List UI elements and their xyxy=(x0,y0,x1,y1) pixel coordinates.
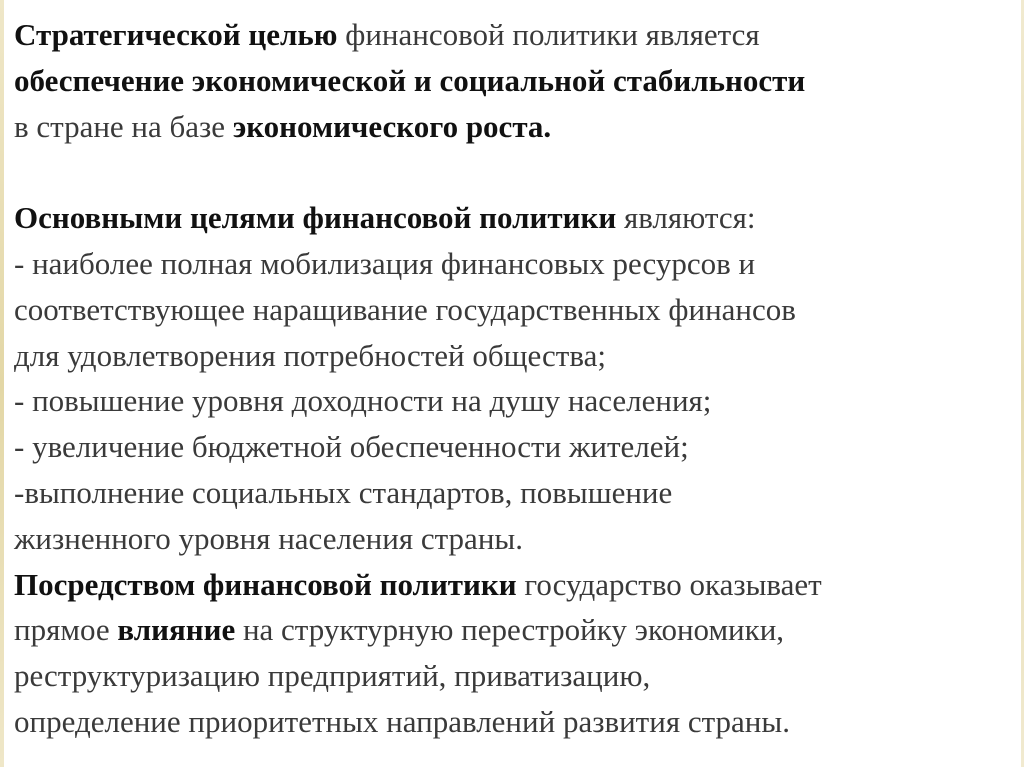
text-line xyxy=(14,699,1016,745)
text-line xyxy=(14,287,1016,333)
bold-text-segment: влияние xyxy=(117,612,236,648)
bold-text-segment: обеспечение экономической и социальной стабильности xyxy=(14,62,806,98)
text-line xyxy=(14,378,1016,424)
text-segment: жизненного уровня населения страны. xyxy=(14,520,523,556)
text-line xyxy=(14,470,1016,516)
text-line xyxy=(14,333,1016,379)
text-line xyxy=(14,607,1016,653)
slide-body-text xyxy=(14,12,1016,745)
text-line xyxy=(14,424,1016,470)
text-segment: для удовлетворения потребностей общества; xyxy=(14,337,606,373)
bold-text-segment: Стратегической целью xyxy=(14,17,338,52)
text-line xyxy=(14,12,1016,58)
bold-text-segment: экономического роста. xyxy=(232,108,552,144)
text-line xyxy=(14,653,1016,699)
text-segment: прямое xyxy=(14,612,118,648)
text-segment: в стране на базе xyxy=(14,108,233,144)
text-segment: финансовой политики является xyxy=(337,17,760,52)
text-line xyxy=(14,104,1016,150)
text-segment: определение приоритетных направлений развития страны. xyxy=(14,703,790,739)
text-line xyxy=(14,58,1016,104)
text-segment: - увеличение бюджетной обеспеченности жителей; xyxy=(14,429,689,465)
text-line xyxy=(14,516,1016,562)
bold-text-segment: Основными целями финансовой политики xyxy=(14,200,617,236)
text-segment: реструктуризацию предприятий, приватизацию, xyxy=(14,658,651,694)
bold-text-segment: Посредством финансовой политики xyxy=(14,566,517,602)
text-segment: являются: xyxy=(616,200,756,236)
text-segment: соответствующее наращивание государственных финансов xyxy=(14,291,796,327)
text-segment: - повышение уровня доходности на душу населения; xyxy=(14,383,712,419)
text-segment: - наиболее полная мобилизация финансовых ресурсов и xyxy=(14,245,756,281)
slide-frame-left xyxy=(0,0,4,767)
text-segment: государство оказывает xyxy=(516,566,822,602)
text-segment: на структурную перестройку экономики, xyxy=(235,612,785,648)
text-line xyxy=(14,241,1016,287)
text-line xyxy=(14,195,1016,241)
paragraph-spacer xyxy=(14,149,1016,195)
text-line xyxy=(14,562,1016,608)
text-segment: -выполнение социальных стандартов, повышение xyxy=(14,474,673,510)
